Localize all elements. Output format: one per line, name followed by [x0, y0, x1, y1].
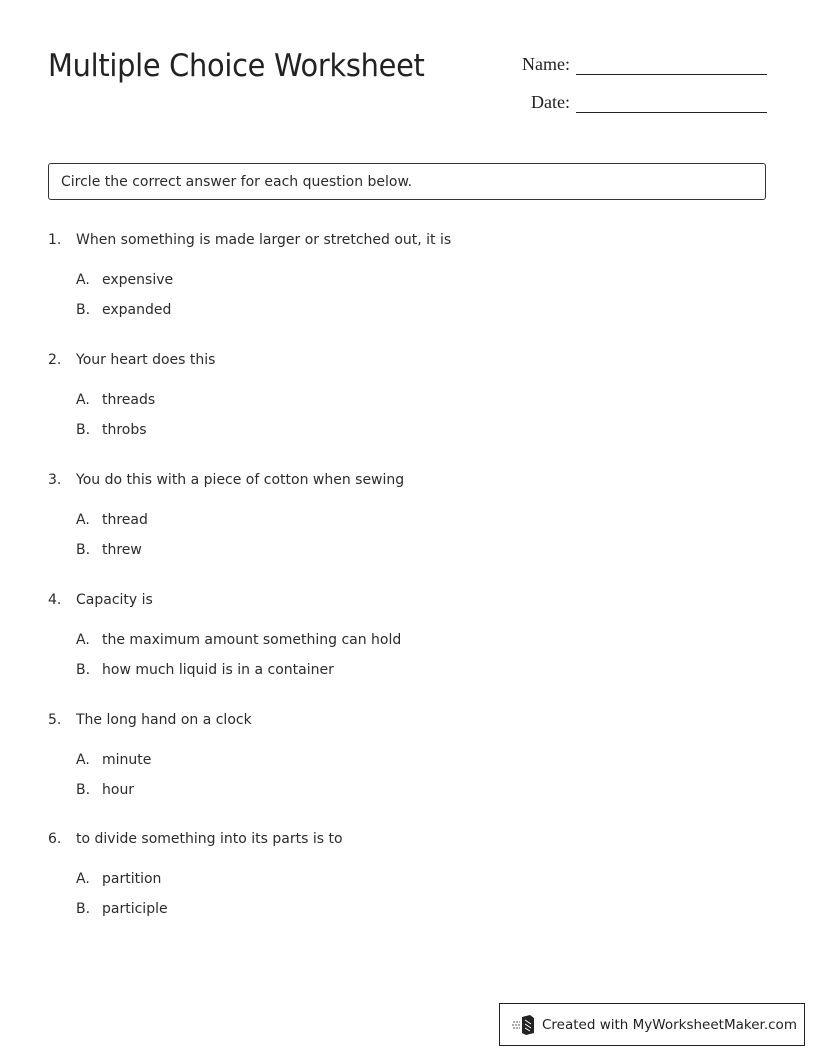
option-b[interactable] — [76, 899, 343, 919]
option-a[interactable] — [76, 869, 343, 889]
option-text: how much liquid is in a container — [102, 662, 334, 678]
option-text: partition — [102, 871, 162, 887]
option-text: expensive — [102, 272, 174, 288]
option-a[interactable] — [76, 510, 404, 530]
question-number: 4. — [48, 592, 62, 608]
option-letter: B. — [76, 542, 91, 558]
option-text: thread — [102, 512, 148, 528]
worksheet-maker-logo-icon — [512, 1014, 536, 1036]
date-field[interactable] — [510, 92, 767, 113]
date-label: Date: — [531, 92, 570, 112]
option-letter: A. — [76, 272, 90, 288]
name-label: Name: — [522, 54, 570, 74]
question-number: 1. — [48, 232, 62, 248]
name-field[interactable] — [510, 54, 767, 75]
question-2 — [48, 350, 215, 450]
option-a[interactable] — [76, 750, 252, 770]
option-a[interactable] — [76, 270, 451, 290]
instructions-text: Circle the correct answer for each question below. — [61, 173, 413, 190]
option-text: participle — [102, 901, 168, 917]
question-4 — [48, 590, 401, 690]
option-text: hour — [102, 782, 135, 798]
option-b[interactable] — [76, 540, 404, 560]
question-6 — [48, 829, 343, 929]
name-blank-line[interactable] — [576, 56, 767, 75]
option-a[interactable] — [76, 390, 215, 410]
question-number: 5. — [48, 712, 62, 728]
footer-badge[interactable] — [499, 1003, 805, 1046]
option-letter: A. — [76, 632, 90, 648]
option-letter: B. — [76, 782, 91, 798]
option-letter: A. — [76, 752, 90, 768]
question-number: 6. — [48, 831, 62, 847]
option-text: the maximum amount something can hold — [102, 632, 402, 648]
question-text: The long hand on a clock — [76, 712, 252, 728]
question-text: When something is made larger or stretched out, it is — [76, 232, 452, 248]
option-letter: A. — [76, 392, 90, 408]
option-text: threads — [102, 392, 156, 408]
date-blank-line[interactable] — [576, 94, 767, 113]
question-5 — [48, 710, 252, 810]
question-text: to divide something into its parts is to — [76, 831, 343, 847]
question-text: Your heart does this — [76, 352, 216, 368]
option-letter: B. — [76, 662, 91, 678]
option-text: minute — [102, 752, 152, 768]
option-letter: B. — [76, 302, 91, 318]
question-number: 2. — [48, 352, 62, 368]
option-letter: B. — [76, 422, 91, 438]
page-title: Multiple Choice Worksheet — [48, 48, 425, 84]
option-a[interactable] — [76, 630, 401, 650]
question-1 — [48, 230, 451, 330]
option-b[interactable] — [76, 660, 401, 680]
option-letter: A. — [76, 512, 90, 528]
option-b[interactable] — [76, 300, 451, 320]
option-b[interactable] — [76, 420, 215, 440]
option-b[interactable] — [76, 780, 252, 800]
footer-text: Created with MyWorksheetMaker.com — [542, 1016, 797, 1033]
question-number: 3. — [48, 472, 62, 488]
option-text: throbs — [102, 422, 147, 438]
option-letter: B. — [76, 901, 91, 917]
question-3 — [48, 470, 404, 570]
option-letter: A. — [76, 871, 90, 887]
question-text: You do this with a piece of cotton when sewing — [76, 472, 405, 488]
option-text: threw — [102, 542, 142, 558]
option-text: expanded — [102, 302, 172, 318]
question-text: Capacity is — [76, 592, 153, 608]
instructions-box — [48, 163, 766, 200]
